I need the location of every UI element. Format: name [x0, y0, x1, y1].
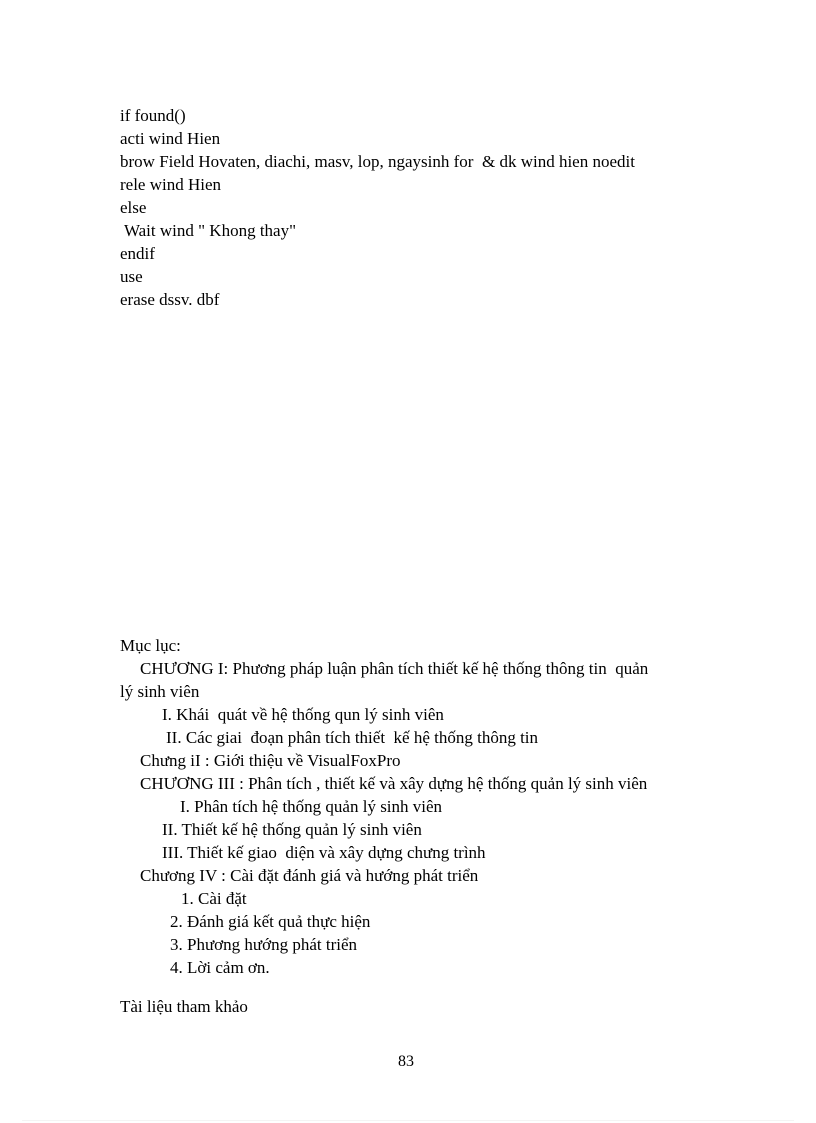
- code-line: acti wind Hien: [120, 129, 221, 148]
- code-line: endif: [120, 244, 155, 263]
- toc-heading: Mục lục:: [120, 636, 181, 655]
- toc-chapter-1: CHƯƠNG I: Phương pháp luận phân tích thiết kế hệ thống thông tin quản: [140, 659, 649, 678]
- toc-item: III. Thiết kế giao diện và xây dựng chưng trình: [162, 843, 486, 862]
- toc-item: 2. Đánh giá kết quả thực hiện: [170, 912, 371, 931]
- code-line: rele wind Hien: [120, 175, 222, 194]
- code-line: if found(): [120, 106, 186, 125]
- toc-item: I. Phân tích hệ thống quản lý sinh viên: [180, 797, 443, 816]
- code-line: else: [120, 198, 147, 217]
- toc-chapter-2: Chưng iI : Giới thiệu về VisualFoxPro: [140, 751, 401, 770]
- toc-references: Tài liệu tham khảo: [120, 997, 248, 1016]
- toc-item: 3. Phương hướng phát triển: [170, 935, 358, 954]
- toc-chapter-3: CHƯƠNG III : Phân tích , thiết kế và xây dựng hệ thống quản lý sinh viên: [140, 774, 648, 793]
- toc-item: I. Khái quát về hệ thống qun lý sinh viên: [162, 705, 444, 724]
- page-number: 83: [398, 1053, 414, 1070]
- page-bottom-divider: [22, 1120, 794, 1121]
- toc-chapter-4: Chương IV : Cài đặt đánh giá và hướng phát triển: [140, 866, 479, 885]
- toc-item: 1. Cài đặt: [181, 889, 247, 908]
- toc-item: II. Các giai đoạn phân tích thiết kế hệ thống thông tin: [166, 728, 539, 747]
- toc-item: II. Thiết kế hệ thống quản lý sinh viên: [162, 820, 422, 839]
- code-line: brow Field Hovaten, diachi, masv, lop, ngaysinh for & dk wind hien noedit: [120, 152, 635, 171]
- toc-chapter-1-continued: lý sinh viên: [120, 682, 200, 701]
- code-line: Wait wind " Khong thay": [120, 221, 297, 240]
- code-line: use: [120, 267, 143, 286]
- code-line: erase dssv. dbf: [120, 290, 220, 309]
- toc-item: 4. Lời cảm ơn.: [170, 958, 270, 977]
